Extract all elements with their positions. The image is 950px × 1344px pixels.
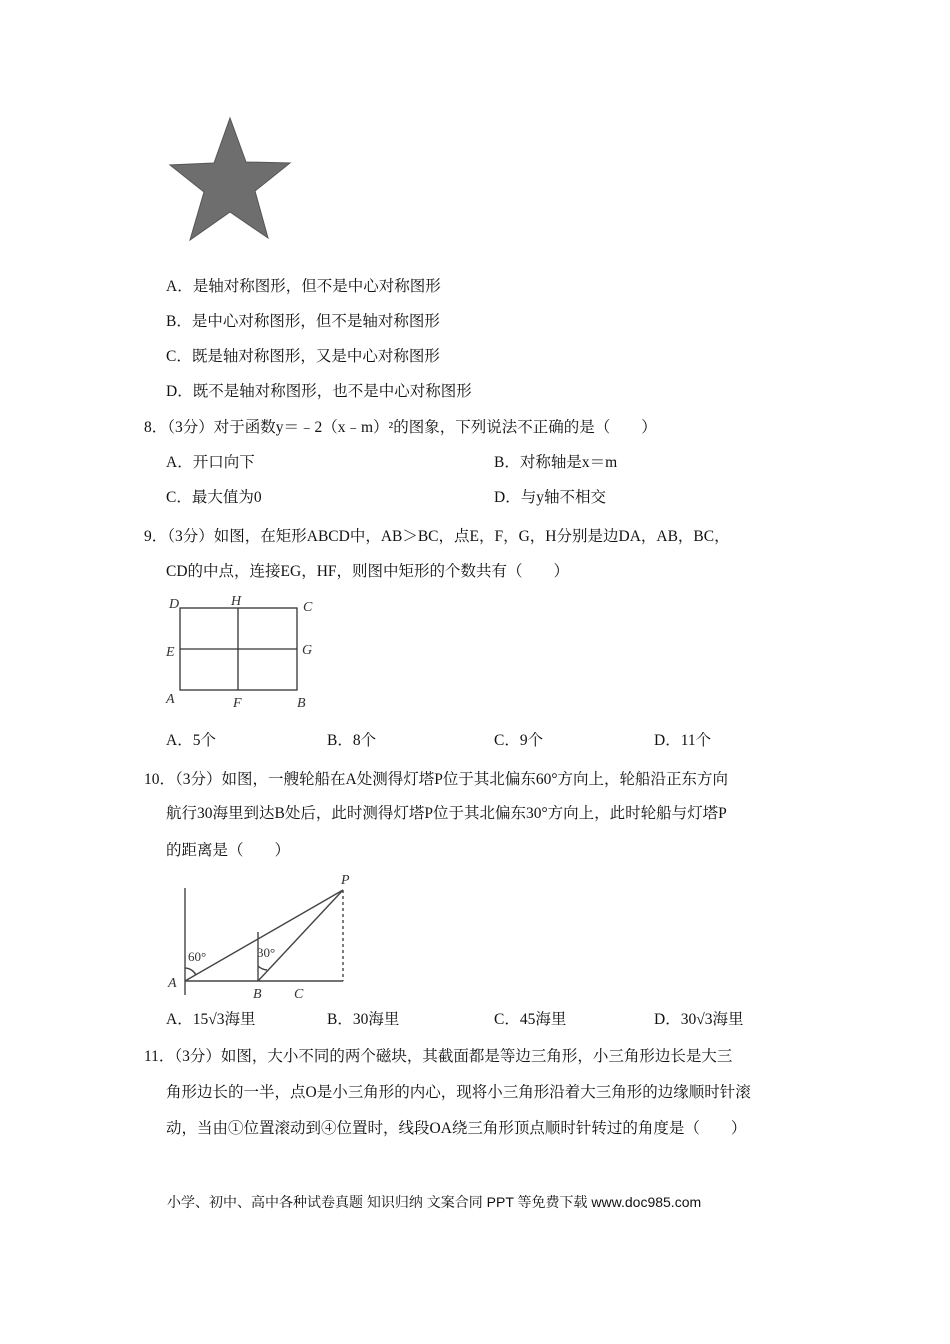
q7-option-c: C．既是轴对称图形，又是中心对称图形 — [166, 348, 440, 365]
q10-stem-line-3: 的距离是（ ） — [166, 842, 291, 859]
label-c: C — [294, 987, 304, 1002]
label-f: F — [233, 696, 242, 711]
q10-stem-line-2: 航行30海里到达B处后，此时测得灯塔P位于其北偏东30°方向上，此时轮船与灯塔P — [166, 805, 727, 822]
label-b: B — [297, 696, 306, 711]
angle-30-label: 30° — [257, 945, 276, 960]
q8-option-c: C．最大值为0 — [166, 489, 262, 506]
q8-option-d: D．与y轴不相交 — [494, 489, 606, 506]
q11-stem-line-2: 角形边长的一半，点O是小三角形的内心，现将小三角形沿着大三角形的边缘顺时针滚 — [166, 1084, 751, 1101]
rectangle-figure-labels — [165, 594, 313, 711]
footer-watermark: 小学、初中、高中各种试卷真题 知识归纳 文案合同 PPT 等免费下载 www.doc985.com — [167, 1194, 702, 1210]
q9-option-b: B．8个 — [327, 732, 377, 749]
q7-option-a: A．是轴对称图形，但不是中心对称图形 — [166, 278, 441, 295]
rectangle-figure — [180, 608, 297, 690]
q9-option-a: A．5个 — [166, 732, 216, 749]
star-figure — [170, 118, 290, 240]
q7-option-b: B．是中心对称图形，但不是轴对称图形 — [166, 313, 440, 330]
label-a: A — [166, 692, 175, 707]
ship-figure — [185, 888, 343, 995]
q8-stem: 8．（3分）对于函数y＝﹣2（x﹣m）²的图象，下列说法不正确的是（ ） — [144, 419, 657, 436]
q10-option-c: C．45海里 — [494, 1011, 567, 1028]
label-g: G — [302, 643, 313, 658]
label-e: E — [166, 645, 175, 660]
q10-option-b: B．30海里 — [327, 1011, 400, 1028]
q10-stem-line-1: 10．（3分）如图，一艘轮船在A处测得灯塔P位于其北偏东60°方向上，轮船沿正东方向 — [144, 771, 729, 788]
q9-stem-line-1: 9．（3分）如图，在矩形ABCD中，AB＞BC，点E，F，G，H分别是边DA，AB，BC， — [144, 528, 730, 545]
angle-60-label: 60° — [188, 949, 207, 964]
label-b: B — [253, 987, 262, 1002]
q10-option-a: A．15√3海里 — [166, 1011, 256, 1028]
q9-option-c: C．9个 — [494, 732, 544, 749]
q11-stem-line-3: 动，当由①位置滚动到④位置时，线段OA绕三角形顶点顺时针转过的角度是（ ） — [166, 1120, 747, 1137]
label-d: D — [169, 597, 180, 612]
label-c: C — [303, 600, 313, 615]
q8-option-b: B．对称轴是x＝m — [494, 454, 618, 471]
q7-option-d: D．既不是轴对称图形，也不是中心对称图形 — [166, 383, 472, 400]
label-a: A — [168, 976, 177, 991]
label-h: H — [231, 594, 242, 609]
q10-option-d: D．30√3海里 — [654, 1011, 744, 1028]
label-p: P — [341, 873, 350, 888]
q9-stem-line-2: CD的中点，连接EG，HF，则图中矩形的个数共有（ ） — [166, 563, 570, 580]
q11-stem-line-1: 11．（3分）如图，大小不同的两个磁块，其截面都是等边三角形，小三角形边长是大三 — [144, 1048, 733, 1065]
q9-option-d: D．11个 — [654, 732, 712, 749]
q8-option-a: A．开口向下 — [166, 454, 255, 471]
